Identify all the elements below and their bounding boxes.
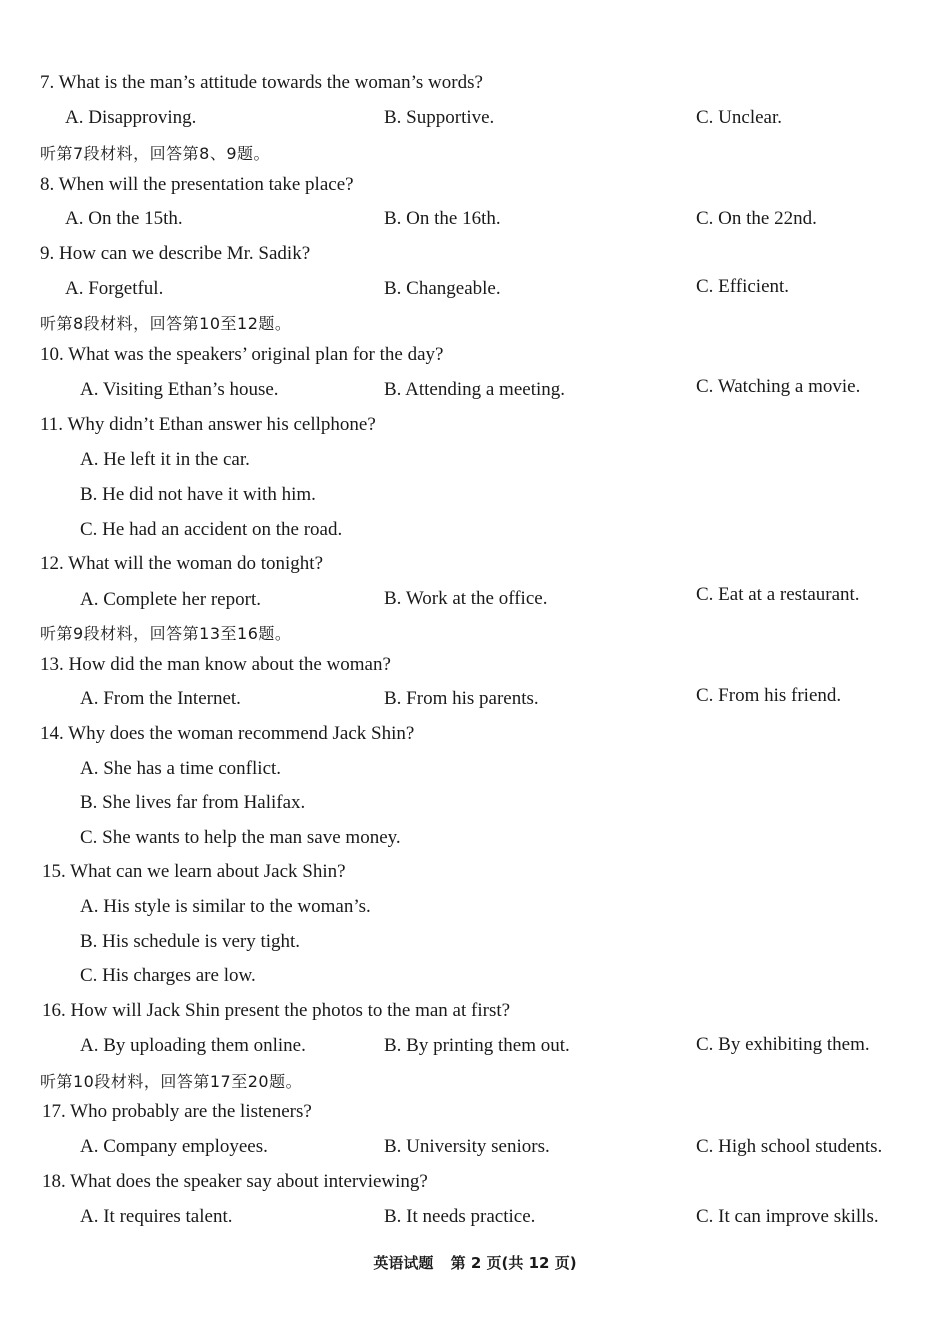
footer-subject: 英语试题 <box>373 1254 434 1272</box>
question-17-option-a: A. Company employees. <box>80 1136 268 1157</box>
question-15-option-b: B. His schedule is very tight. <box>80 931 301 952</box>
question-14-option-a: A. She has a time conflict. <box>80 758 282 779</box>
question-15-option-a: A. His style is similar to the woman’s. <box>80 896 371 917</box>
question-7-option-a: A. Disapproving. <box>65 107 197 128</box>
question-11-stem: 11. Why didn’t Ethan answer his cellphone? <box>40 414 376 435</box>
question-13-option-a: A. From the Internet. <box>80 688 241 709</box>
question-14-stem: 14. Why does the woman recommend Jack Shin? <box>40 723 415 744</box>
question-13-option-c: C. From his friend. <box>696 685 842 706</box>
question-16-option-c: C. By exhibiting them. <box>696 1034 870 1055</box>
question-7-option-b: B. Supportive. <box>384 107 495 128</box>
question-17-option-b: B. University seniors. <box>384 1136 550 1157</box>
question-10-option-a: A. Visiting Ethan’s house. <box>80 379 279 400</box>
question-15-stem: 15. What can we learn about Jack Shin? <box>42 861 346 882</box>
question-10-option-c: C. Watching a movie. <box>696 376 861 397</box>
footer-page-number: 第 2 页(共 12 页) <box>450 1254 577 1272</box>
question-13-stem: 13. How did the man know about the woman? <box>40 654 391 675</box>
question-17-option-c: C. High school students. <box>696 1136 883 1157</box>
question-8-option-c: C. On the 22nd. <box>696 208 817 229</box>
section-instruction-10: 听第10段材料，回答第17至20题。 <box>40 1072 303 1091</box>
question-16-option-a: A. By uploading them online. <box>80 1035 306 1056</box>
question-17-stem: 17. Who probably are the listeners? <box>42 1101 312 1122</box>
question-16-option-b: B. By printing them out. <box>384 1035 570 1056</box>
question-18-stem: 18. What does the speaker say about interviewing? <box>42 1171 428 1192</box>
question-8-stem: 8. When will the presentation take place? <box>40 174 354 195</box>
question-10-stem: 10. What was the speakers’ original plan for the day? <box>40 344 444 365</box>
question-8-option-b: B. On the 16th. <box>384 208 501 229</box>
question-9-option-c: C. Efficient. <box>696 276 790 297</box>
question-18-option-b: B. It needs practice. <box>384 1206 536 1227</box>
question-8-option-a: A. On the 15th. <box>65 208 183 229</box>
question-14-option-c: C. She wants to help the man save money. <box>80 827 401 848</box>
question-13-option-b: B. From his parents. <box>384 688 539 709</box>
question-12-option-b: B. Work at the office. <box>384 588 548 609</box>
question-10-option-b: B. Attending a meeting. <box>384 379 566 400</box>
question-11-option-c: C. He had an accident on the road. <box>80 519 343 540</box>
question-12-option-c: C. Eat at a restaurant. <box>696 584 860 605</box>
section-instruction-8: 听第8段材料，回答第10至12题。 <box>40 314 292 333</box>
question-14-option-b: B. She lives far from Halifax. <box>80 792 306 813</box>
question-9-option-a: A. Forgetful. <box>65 278 164 299</box>
section-instruction-9: 听第9段材料，回答第13至16题。 <box>40 624 292 643</box>
question-18-option-a: A. It requires talent. <box>80 1206 233 1227</box>
section-instruction-7: 听第7段材料，回答第8、9题。 <box>40 144 271 163</box>
question-7-stem: 7. What is the man’s attitude towards the woman’s words? <box>40 72 483 93</box>
question-7-option-c: C. Unclear. <box>696 107 783 128</box>
question-11-option-a: A. He left it in the car. <box>80 449 250 470</box>
question-15-option-c: C. His charges are low. <box>80 965 256 986</box>
question-9-option-b: B. Changeable. <box>384 278 501 299</box>
question-12-option-a: A. Complete her report. <box>80 589 261 610</box>
question-9-stem: 9. How can we describe Mr. Sadik? <box>40 243 311 264</box>
question-16-stem: 16. How will Jack Shin present the photos to the man at first? <box>42 1000 511 1021</box>
question-11-option-b: B. He did not have it with him. <box>80 484 316 505</box>
question-12-stem: 12. What will the woman do tonight? <box>40 553 324 574</box>
page-footer <box>0 1251 950 1275</box>
question-18-option-c: C. It can improve skills. <box>696 1206 879 1227</box>
